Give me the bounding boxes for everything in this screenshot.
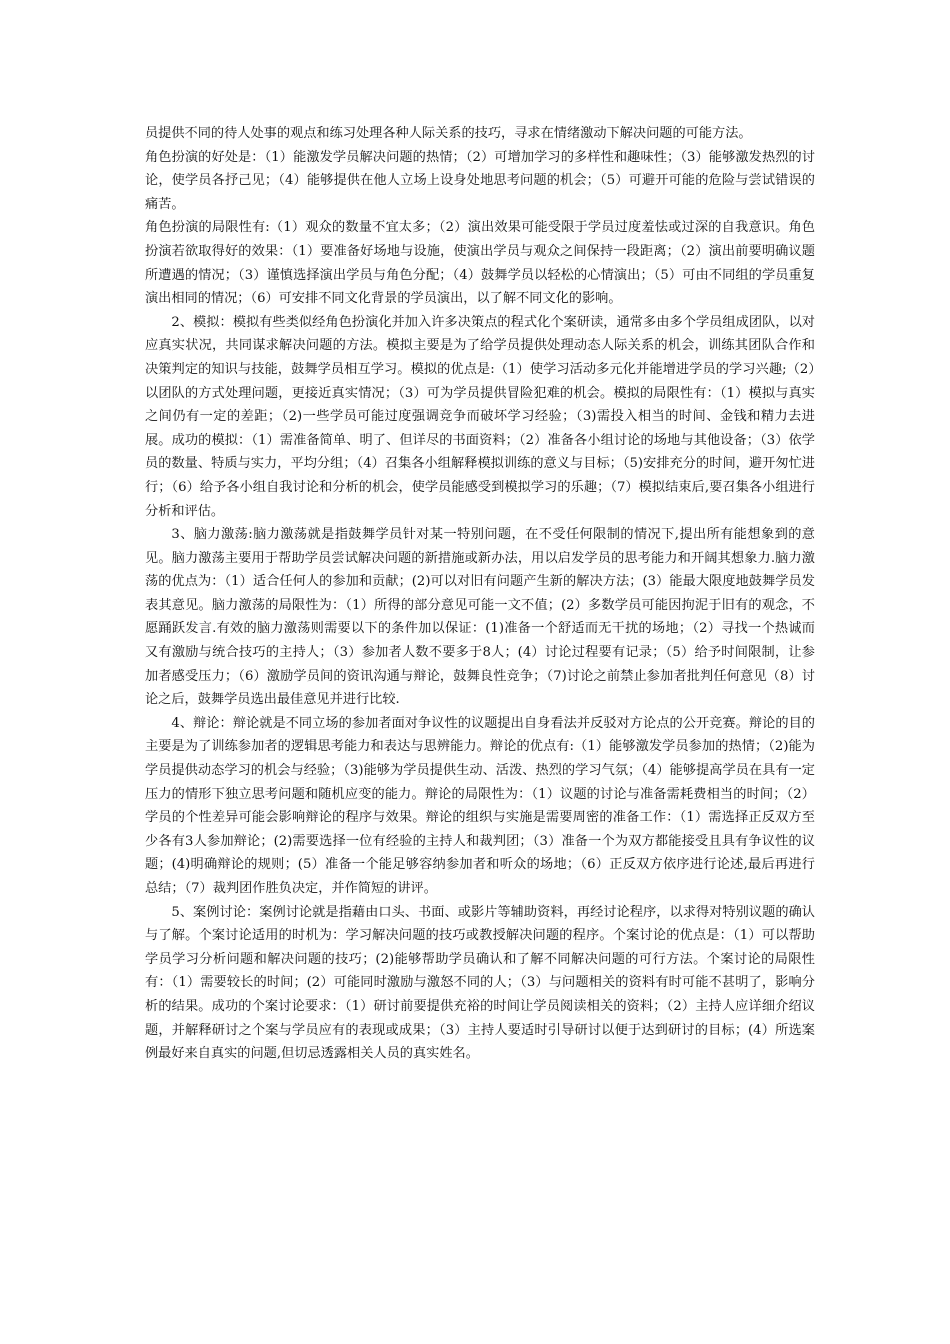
paragraph-debate: 4、辩论：辩论就是不同立场的参加者面对争议性的议题提出自身看法并反驳对方论点的公开竞赛。辩论的目的主要是为了训练参加者的逻辑思考能力和表达与思辨能力。辩论的优点有:（1）能够激发学员参加的热情；（2)能为学员提供动态学习的机会与经验；（3)能够为学员提供生动、活泼、热烈的学习气氛；（4）能够提高学员在具有一定压力的情形下独立思考问题和随机应变的能力。辩论的局限性为：（1）议题的讨论与准备需耗费相当的时间；（2）学员的个性差异可能会影响辩论的程序与效果。辩论的组织与实施是需要周密的准备工作：（1）需选择正反双方至少各有3人参加辩论；(2)需要选择一位有经验的主持人和裁判团；（3）准备一个为双方都能接受且具有争议性的议题；(4)明确辩论的规则；(5）准备一个能足够容纳参加者和听众的场地；（6）正反双方依序进行论述,最后再进行总结；（7）裁判团作胜负决定，并作简短的讲评。 <box>145 715 815 896</box>
paragraph-case-discussion: 5、案例讨论：案例讨论就是指藉由口头、书面、或影片等辅助资料，再经讨论程序，以求得对特别议题的确认与了解。个案讨论适用的时机为：学习解决问题的技巧或教授解决问题的程序。个案讨论的优点是：（1）可以帮助学员学习分析问题和解决问题的技巧；(2)能够帮助学员确认和了解不同解决问题的可行方法。个案讨论的局限性有：（1）需要较长的时间；(2）可能同时激励与激怒不同的人；（3）与问题相关的资料有时可能不甚明了，影响分析的结果。成功的个案讨论要求：（1）研讨前要提供充裕的时间让学员阅读相关的资料；（2）主持人应详细介绍议题，并解释研讨之个案与学员应有的表现或成果；（3）主持人要适时引导研讨以便于达到研讨的目标；(4）所选案例最好来自真实的问题,但切忌透露相关人员的真实姓名。 <box>145 904 815 1062</box>
paragraph-role-play-intro-tail: 员提供不同的待人处事的观点和练习处理各种人际关系的技巧，寻求在情绪激动下解决问题的可能方法。 <box>145 126 752 141</box>
paragraph-brainstorming: 3、脑力激荡:脑力激荡就是指鼓舞学员针对某一特别问题，在不受任何限制的情况下,提出所有能想象到的意见。脑力激荡主要用于帮助学员尝试解决问题的新措施或新办法，用以启发学员的思考能力和开阔其想象力.脑力激荡的优点为：（1）适合任何人的参加和贡献；(2)可以对旧有问题产生新的解决方法；(3）能最大限度地鼓舞学员发表其意见。脑力激荡的局限性为：（1）所得的部分意见可能一文不值；(2）多数学员可能因拘泥于旧有的观念，不愿踊跃发言.有效的脑力激荡则需要以下的条件加以保证：(1)准备一个舒适而无干扰的场地；（2）寻找一个热诚而又有激励与统合技巧的主持人；（3）参加者人数不要多于8人；(4）讨论过程要有记录；（5）给予时间限制，让参加者感受压力；（6）激励学员间的资讯沟通与辩论，鼓舞良性竞争；（7)讨论之前禁止参加者批判任何意见（8）讨论之后，鼓舞学员选出最佳意见并进行比较. <box>145 527 815 708</box>
paragraph-role-play-benefits: 角色扮演的好处是：（1）能激发学员解决问题的热情；（2）可增加学习的多样性和趣味性；（3）能够激发热烈的讨论，使学员各抒己见；（4）能够提供在他人立场上设身处地思考问题的机会；（5）可避开可能的危险与尝试错误的痛苦。 <box>145 149 815 212</box>
paragraph-role-play-limitations: 角色扮演的局限性有:（1）观众的数量不宜太多；（2）演出效果可能受限于学员过度羞怯或过深的自我意识。角色扮演若欲取得好的效果：（1）要准备好场地与设施，使演出学员与观众之间保持一段距离；（2）演出前要明确议题所遭遇的情况；（3）谨慎选择演出学员与角色分配；（4）鼓舞学员以轻松的心情演出；（5）可由不同组的学员重复演出相同的情况；（6）可安排不同文化背景的学员演出，以了解不同文化的影响。 <box>145 220 815 307</box>
document-page <box>145 122 815 1066</box>
paragraph-simulation: 2、模拟：模拟有些类似经角色扮演化并加入许多决策点的程式化个案研读，通常多由多个学员组成团队，以对应真实状况，共同谋求解决问题的方法。模拟主要是为了给学员提供处理动态人际关系的机会，训练其团队合作和决策判定的知识与技能，鼓舞学员相互学习。模拟的优点是:（1）使学习活动多元化并能增进学员的学习兴趣;（2）以团队的方式处理问题，更接近真实情况；（3）可为学员提供冒险犯难的机会。模拟的局限性有：（1）模拟与真实之间仍有一定的差距；（2)一些学员可能过度强调竞争而破坏学习经验；（3)需投入相当的时间、金钱和精力去进展。成功的模拟：（1）需准备简单、明了、但详尽的书面资料；（2）准备各小组讨论的场地与其他设备；（3）依学员的数量、特质与实力，平均分组；（4）召集各小组解释模拟训练的意义与目标；（5)安排充分的时间，避开匆忙进行；（6）给予各小组自我讨论和分析的机会，使学员能感受到模拟学习的乐趣；（7）模拟结束后,要召集各小组进行分析和评估。 <box>145 314 815 519</box>
